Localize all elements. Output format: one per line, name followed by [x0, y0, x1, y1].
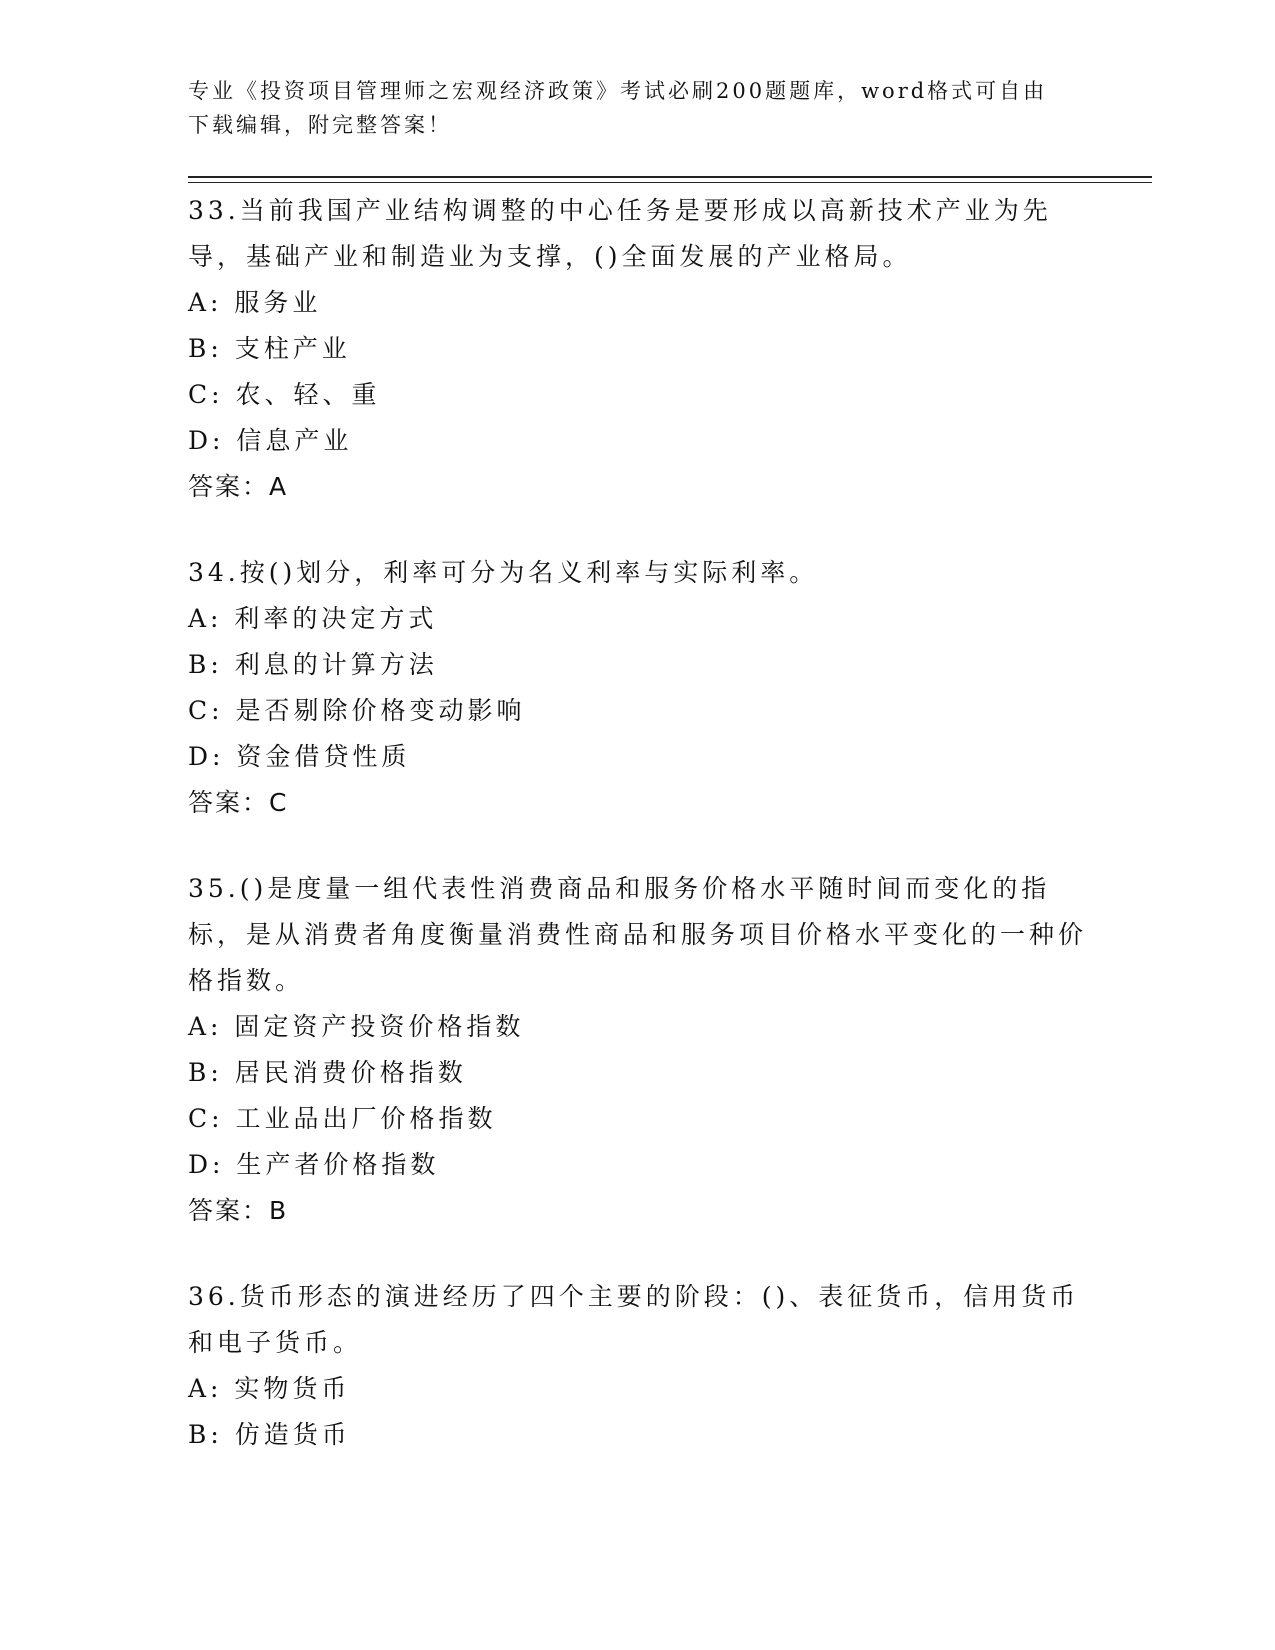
answer-line: 答案：C [188, 788, 289, 817]
option-b: B: 仿造货币 [188, 1420, 351, 1449]
option-d: D: 资金借贷性质 [188, 742, 411, 771]
option-c: C: 是否剔除价格变动影响 [188, 696, 526, 725]
question-36 [188, 1274, 1088, 1458]
option-d: D: 信息产业 [188, 426, 353, 455]
document-header: 专业《投资项目管理师之宏观经济政策》考试必刷200题题库，word格式可自由下载编辑，附完整答案！ [188, 79, 1048, 137]
question-stem: 36.货币形态的演进经历了四个主要的阶段：()、表征货币，信用货币和电子货币。 [188, 1282, 1080, 1357]
answer-line: 答案：A [188, 472, 289, 501]
option-b: B: 支柱产业 [188, 334, 351, 363]
option-a: A: 实物货币 [188, 1374, 351, 1403]
question-35 [188, 866, 1088, 1234]
option-b: B: 利息的计算方法 [188, 650, 438, 679]
question-33 [188, 188, 1088, 510]
question-stem: 33.当前我国产业结构调整的中心任务是要形成以高新技术产业为先导，基础产业和制造业为支撑，()全面发展的产业格局。 [188, 196, 1052, 271]
option-c: C: 工业品出厂价格指数 [188, 1104, 497, 1133]
header-divider-thin [188, 182, 1152, 183]
header-divider-thick [188, 176, 1152, 178]
option-b: B: 居民消费价格指数 [188, 1058, 467, 1087]
option-a: A: 利率的决定方式 [188, 604, 438, 633]
answer-line: 答案：B [188, 1196, 289, 1225]
option-c: C: 农、轻、重 [188, 380, 381, 409]
option-a: A: 固定资产投资价格指数 [188, 1012, 525, 1041]
option-a: A: 服务业 [188, 288, 322, 317]
question-34 [188, 550, 1088, 826]
question-stem: 34.按()划分，利率可分为名义利率与实际利率。 [188, 558, 819, 587]
option-d: D: 生产者价格指数 [188, 1150, 440, 1179]
question-list [188, 188, 1088, 1498]
question-stem: 35.()是度量一组代表性消费商品和服务价格水平随时间而变化的指标，是从消费者角度衡量消费性商品和服务项目价格水平变化的一种价格指数。 [188, 874, 1088, 995]
